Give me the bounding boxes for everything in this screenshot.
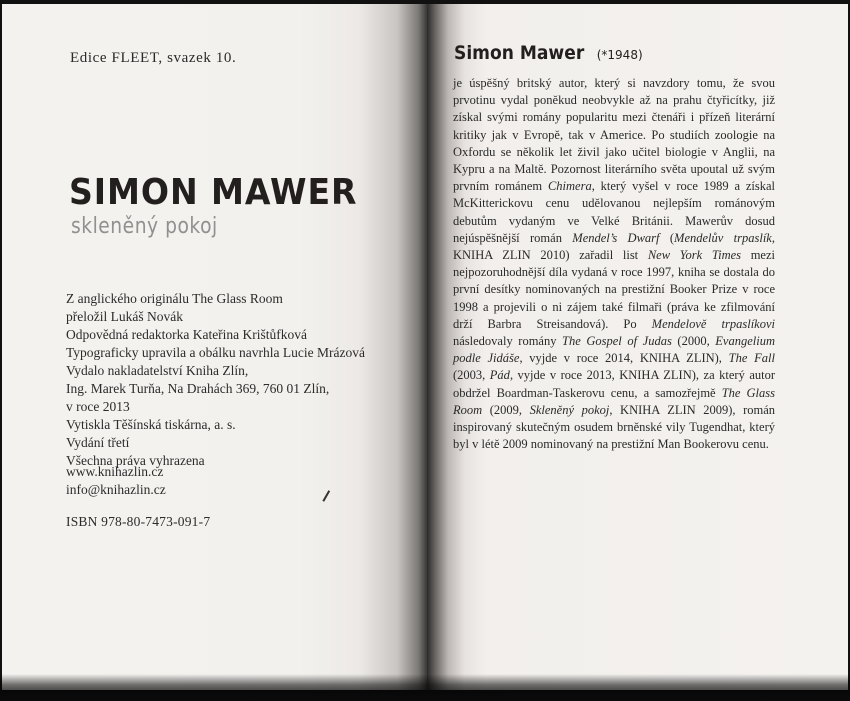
left-page (2, 4, 427, 690)
pen-mark (322, 490, 333, 503)
imprint-line: Z anglického originálu The Glass Room (66, 291, 283, 306)
bio-heading (454, 42, 643, 64)
email-link[interactable]: info@knihazlin.cz (66, 482, 166, 497)
imprint-line: přeložil Lukáš Novák (66, 309, 183, 324)
bio-span: , KNIHA ZLIN 2009), román inspirovaný skutečným osudem brněnské vily Tugendhat, který byl v létě 2009 nominovaný na prestižní Man Bookerovu cenu. (453, 402, 776, 452)
bio-span: (2003, (453, 368, 490, 383)
bio-title-nyt: New York Times (647, 248, 742, 263)
bio-span: (2000, (671, 334, 716, 349)
bio-span: , vyjde v roce 2014, KNIHA ZLIN), (519, 351, 729, 366)
bio-birth-year: (*1948) (596, 48, 643, 62)
bio-title-pad: Pád (489, 368, 510, 383)
bio-title-chimera: Chimera (547, 179, 592, 194)
bio-title-mendelove-trpaslikovi: Mendelově trpaslíkovi (651, 316, 775, 331)
bottom-shadow (0, 674, 850, 701)
bio-span: je úspěšný britský autor, který si navzdory tomu, že svou prvotinu vydal poněkud neobvykle až na prahu čtyřicítky, již získal svými romány popularitu mezi čtenáři i přízeň literární kritiky jak v Evropě, tak v Americe. Po studiích zoologie na Oxfordu se několik let živil jako učitel biologie v Anglii, na Kypru a na Maltě. Pozornost literárního světa upoutal už svým prvním románem (453, 76, 775, 194)
contact-block (66, 463, 166, 499)
imprint-line: Vydání třetí (66, 435, 130, 450)
imprint-line: Odpovědná redaktorka Kateřina Krištůfková (66, 327, 308, 342)
bio-span: , který vyšel v roce 1989 a získal McKitterickovu cenu udělovanou nejlepším románovým debutům vydaným ve Velké Británii. Mawerův dosud nejúspěšnější román (453, 179, 775, 245)
bio-title-fall: The Fall (728, 351, 775, 366)
imprint-line: v roce 2013 (66, 399, 130, 414)
imprint-line: Vydalo nakladatelství Kniha Zlín, (66, 363, 249, 378)
imprint-line: Vytiskla Těšínská tiskárna, a. s. (66, 417, 236, 432)
website-link[interactable]: www.knihazlin.cz (66, 464, 164, 479)
imprint-block (66, 290, 396, 470)
bio-title-mendeluv-trpaslik: Mendelův trpaslík (674, 230, 772, 245)
bio-title-glass-room: The Glass Room (453, 385, 775, 417)
imprint-line: Všechna práva vyhrazena (66, 453, 205, 468)
bio-span: , vyjde v roce 2013, KNIHA ZLIN), za který autor obdržel Boardman-Taskerovu cenu, a samozřejmě (453, 368, 775, 400)
bio-title-gospel: The Gospel of Judas (562, 334, 672, 349)
bio-title-mendels-dwarf: Mendel’s Dwarf (572, 230, 660, 245)
edition-line: Edice FLEET, svazek 10. (70, 50, 237, 66)
bio-span: (2009, (482, 402, 530, 417)
bio-text (453, 75, 775, 453)
isbn: ISBN 978-80-7473-091-7 (66, 514, 211, 529)
book-title: skleněný pokoj (71, 214, 218, 239)
bio-span: ( (659, 230, 675, 245)
bio-span: , KNIHA ZLIN 2010) zařadil list (453, 230, 775, 263)
imprint-line: Typograficky upravila a obálku navrhla Lucie Mrázová (66, 345, 365, 360)
bio-author-name: Simon Mawer (454, 42, 585, 64)
imprint-line: Ing. Marek Turňa, Na Drahách 369, 760 01 Zlín, (66, 381, 330, 396)
bio-title-evangelium: Evangelium podle Jidáše (453, 334, 775, 366)
bio-span: mezi nejpozoruhodnější díla vydaná v roce 1997, kniha se dostala do první desítky nominovaných na prestižní Booker Prize v roce 1998 a projevili o ni zájem také filmaři (práva ke zfilmování drží Barbra Streisandová). Po (453, 248, 775, 331)
bio-title-skleneny-pokoj: Skleněný pokoj (529, 402, 610, 417)
author-title: SIMON MAWER (69, 172, 358, 213)
bio-span: následovaly romány (453, 334, 563, 349)
